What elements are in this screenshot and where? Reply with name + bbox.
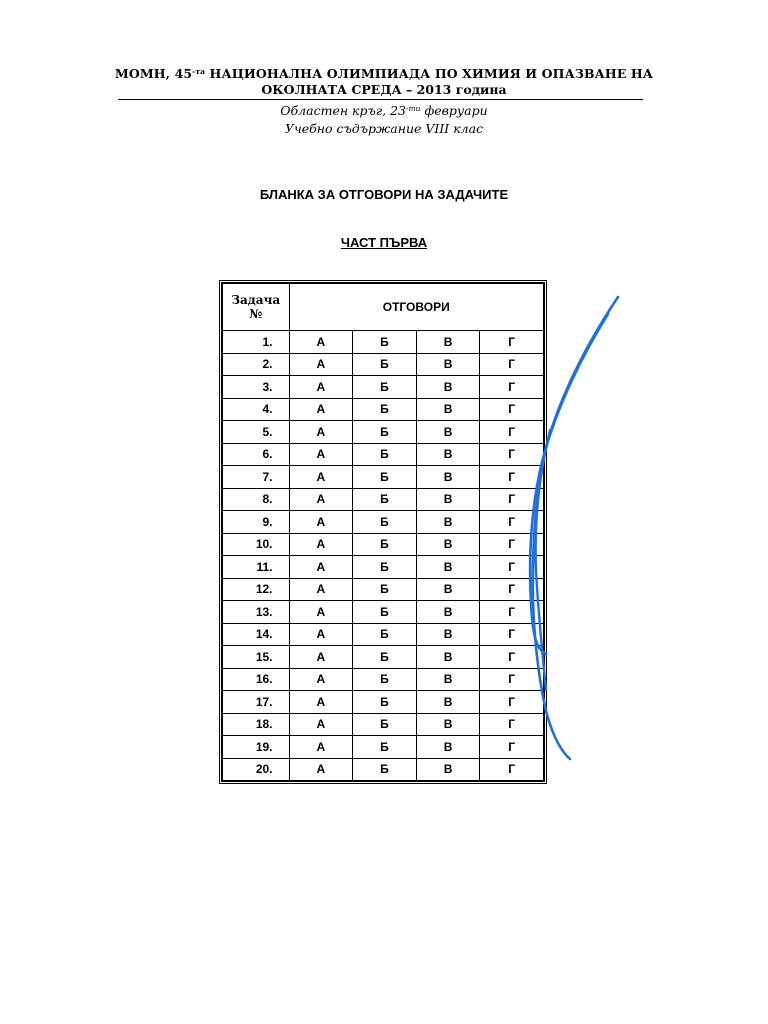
task-number: 18. — [223, 713, 290, 736]
answer-option[interactable]: А — [289, 601, 353, 624]
table-row — [223, 713, 544, 736]
header-suffix: НАЦИОНАЛНА ОЛИМПИАДА ПО ХИМИЯ И ОПАЗВАНЕ НА — [205, 66, 654, 81]
answer-option[interactable]: Г — [480, 331, 544, 354]
answer-option[interactable]: Б — [353, 578, 417, 601]
answer-option[interactable]: А — [289, 623, 353, 646]
answer-option[interactable]: В — [416, 713, 480, 736]
header-title-line1 — [0, 66, 768, 81]
answer-option[interactable]: А — [289, 691, 353, 714]
task-number: 10. — [223, 533, 290, 556]
task-number: 5. — [223, 421, 290, 444]
answer-option[interactable]: А — [289, 736, 353, 759]
answer-option[interactable]: Г — [480, 668, 544, 691]
table-row — [223, 736, 544, 759]
table-row — [223, 331, 544, 354]
table-row — [223, 443, 544, 466]
table-row — [223, 398, 544, 421]
task-number: 12. — [223, 578, 290, 601]
answer-option[interactable]: Г — [480, 511, 544, 534]
table-row — [223, 646, 544, 669]
answer-option[interactable]: А — [289, 556, 353, 579]
answer-option[interactable]: А — [289, 398, 353, 421]
table-row — [223, 601, 544, 624]
answer-option[interactable]: Б — [353, 376, 417, 399]
answer-option[interactable]: Б — [353, 331, 417, 354]
task-number: 4. — [223, 398, 290, 421]
answer-option[interactable]: Г — [480, 421, 544, 444]
subheader-round-prefix: Областен кръг, 23 — [280, 103, 407, 118]
answer-option[interactable]: А — [289, 758, 353, 781]
answer-option[interactable]: В — [416, 511, 480, 534]
answer-option[interactable]: А — [289, 353, 353, 376]
task-header-label: Задача — [231, 293, 281, 307]
task-number: 6. — [223, 443, 290, 466]
task-number: 7. — [223, 466, 290, 489]
answer-option[interactable]: Б — [353, 668, 417, 691]
subheader-round-superscript: -ти — [406, 104, 421, 113]
task-number: 19. — [223, 736, 290, 759]
answer-option[interactable]: В — [416, 758, 480, 781]
task-number: 13. — [223, 601, 290, 624]
answer-option[interactable]: Г — [480, 466, 544, 489]
answer-option[interactable]: Г — [480, 353, 544, 376]
answer-option[interactable]: Б — [353, 758, 417, 781]
answer-option[interactable]: А — [289, 421, 353, 444]
answer-option[interactable]: Г — [480, 533, 544, 556]
table-row — [223, 353, 544, 376]
answer-option[interactable]: А — [289, 443, 353, 466]
answer-option[interactable]: В — [416, 466, 480, 489]
answer-option[interactable]: Б — [353, 533, 417, 556]
task-number: 16. — [223, 668, 290, 691]
header-divider — [118, 99, 643, 100]
table-row — [223, 758, 544, 781]
task-number-header — [223, 284, 290, 331]
table-row — [223, 376, 544, 399]
table-row — [223, 511, 544, 534]
task-header-number-sign: № — [249, 307, 263, 321]
task-number: 17. — [223, 691, 290, 714]
task-number: 3. — [223, 376, 290, 399]
table-row — [223, 691, 544, 714]
answer-option[interactable]: Б — [353, 623, 417, 646]
answer-option[interactable]: А — [289, 488, 353, 511]
answer-option[interactable]: В — [416, 421, 480, 444]
answer-option[interactable]: Б — [353, 466, 417, 489]
answer-option[interactable]: В — [416, 578, 480, 601]
task-number: 9. — [223, 511, 290, 534]
answer-option[interactable]: А — [289, 466, 353, 489]
answer-option[interactable]: Г — [480, 488, 544, 511]
answer-option[interactable]: В — [416, 443, 480, 466]
header-prefix: МОМН, 45 — [114, 66, 193, 81]
answer-option[interactable]: Г — [480, 443, 544, 466]
answer-table-body — [223, 331, 544, 781]
answer-option[interactable]: В — [416, 488, 480, 511]
task-number: 14. — [223, 623, 290, 646]
answer-option[interactable]: Г — [480, 713, 544, 736]
task-number: 20. — [223, 758, 290, 781]
answer-option[interactable]: Г — [480, 398, 544, 421]
part-title: ЧАСТ ПЪРВА — [340, 235, 428, 250]
answer-option[interactable]: Б — [353, 601, 417, 624]
table-row — [223, 533, 544, 556]
answer-option[interactable]: Б — [353, 556, 417, 579]
answer-option[interactable]: Г — [480, 646, 544, 669]
answer-option[interactable]: Б — [353, 691, 417, 714]
answer-option[interactable]: Б — [353, 713, 417, 736]
answer-option[interactable]: А — [289, 713, 353, 736]
answers-header: ОТГОВОРИ — [289, 284, 544, 331]
task-number: 11. — [223, 556, 290, 579]
answer-option[interactable]: А — [289, 331, 353, 354]
header-superscript: -та — [192, 67, 206, 76]
answer-option[interactable]: Б — [353, 398, 417, 421]
answer-option[interactable]: А — [289, 646, 353, 669]
answer-option[interactable]: Г — [480, 758, 544, 781]
answer-option[interactable]: А — [289, 511, 353, 534]
answer-option[interactable]: В — [416, 376, 480, 399]
answer-option[interactable]: А — [289, 578, 353, 601]
answer-option[interactable]: В — [416, 353, 480, 376]
task-number: 15. — [223, 646, 290, 669]
answer-option[interactable]: В — [416, 691, 480, 714]
subheader-round — [0, 103, 768, 118]
answer-option[interactable]: В — [416, 398, 480, 421]
table-row — [223, 668, 544, 691]
answer-sheet-frame — [219, 280, 547, 784]
answer-option[interactable]: Г — [480, 691, 544, 714]
answer-option[interactable]: Б — [353, 646, 417, 669]
table-row — [223, 488, 544, 511]
subheader-grade: Учебно съдържание VIII клас — [284, 121, 484, 136]
answer-option[interactable]: Г — [480, 623, 544, 646]
answer-option[interactable]: Б — [353, 736, 417, 759]
table-row — [223, 623, 544, 646]
answer-table — [222, 283, 544, 781]
table-row — [223, 466, 544, 489]
answer-option[interactable]: В — [416, 668, 480, 691]
table-row — [223, 421, 544, 444]
task-number: 2. — [223, 353, 290, 376]
table-row — [223, 556, 544, 579]
answer-option[interactable]: А — [289, 533, 353, 556]
answer-option[interactable]: В — [416, 556, 480, 579]
answer-option[interactable]: Б — [353, 511, 417, 534]
answer-option[interactable]: Б — [353, 488, 417, 511]
page-title: БЛАНКА ЗА ОТГОВОРИ НА ЗАДАЧИТЕ — [259, 187, 509, 202]
answer-option[interactable]: В — [416, 601, 480, 624]
answer-option[interactable]: Г — [480, 601, 544, 624]
task-number: 8. — [223, 488, 290, 511]
answer-table-header-row — [223, 284, 544, 331]
answer-option[interactable]: В — [416, 646, 480, 669]
answer-option[interactable]: Г — [480, 376, 544, 399]
answer-option[interactable]: А — [289, 376, 353, 399]
task-number: 1. — [223, 331, 290, 354]
answer-option[interactable]: В — [416, 623, 480, 646]
answer-option[interactable]: В — [416, 533, 480, 556]
answer-option[interactable]: В — [416, 736, 480, 759]
answer-option[interactable]: Г — [480, 736, 544, 759]
answer-option[interactable]: Б — [353, 353, 417, 376]
header-title-line2: ОКОЛНАТА СРЕДА – 2013 година — [261, 82, 507, 97]
answer-option[interactable]: Г — [480, 578, 544, 601]
subheader-round-suffix: февруари — [420, 103, 488, 118]
answer-option[interactable]: А — [289, 668, 353, 691]
answer-option[interactable]: Г — [480, 556, 544, 579]
table-row — [223, 578, 544, 601]
answer-option[interactable]: Б — [353, 421, 417, 444]
answer-option[interactable]: В — [416, 331, 480, 354]
answer-option[interactable]: Б — [353, 443, 417, 466]
